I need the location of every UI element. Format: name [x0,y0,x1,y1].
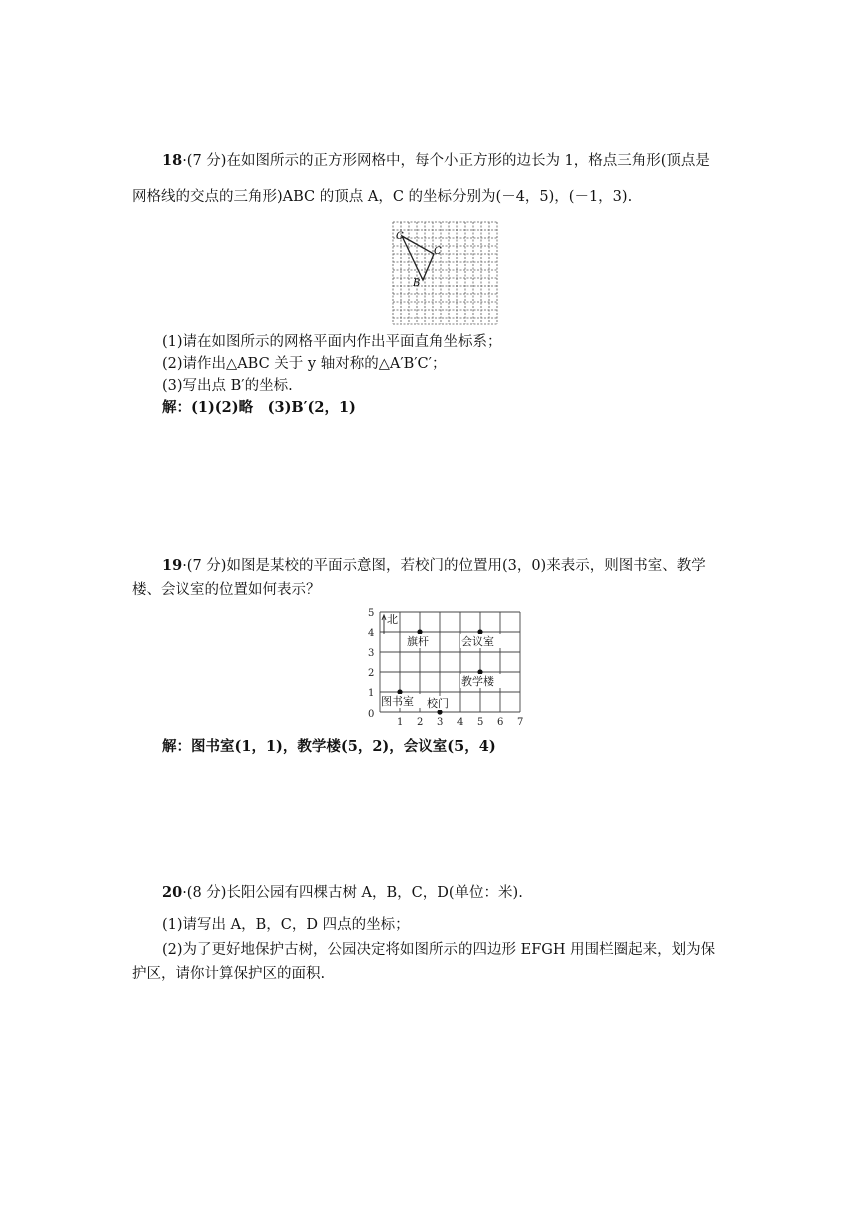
label-flagpole: 旗杆 [407,635,429,648]
point-meeting-room [477,629,482,634]
label-school-gate: 校门 [427,697,449,710]
q18-line1: 18·(7 分)在如图所示的正方形网格中，每个小正方形的边长为 1，格点三角形(顶点是 [162,152,710,169]
x-tick: 7 [517,717,524,728]
q18-number: 18 [162,152,183,169]
q20-sub2: (2)为了更好地保护古树，公园决定将如图所示的四边形 EFGH 用围栏圈起来，划为保 [162,942,716,958]
q19-number: 19 [162,557,183,574]
q19-line2: 楼、会议室的位置如何表示？ [132,582,321,598]
label-library: 图书室 [381,695,414,708]
x-tick: 1 [397,717,404,728]
label-b: B [413,278,421,289]
q18-grid [393,222,497,324]
triangle-abc [402,236,434,280]
q18-solution: 解：(1)(2)略 (3)B′(2，1) [162,399,356,416]
y-tick: 1 [368,688,375,699]
q20-sub2-cont: 护区，请你计算保护区的面积. [132,966,326,982]
y-tick: 3 [368,648,375,659]
x-tick: 5 [477,717,484,728]
q20-line1: 20·(8 分)长阳公园有四棵古树 A，B，C，D(单位：米). [162,884,523,901]
q20-number: 20 [162,884,183,901]
q19-solution: 解：图书室(1，1)，教学楼(5，2)，会议室(5，4) [162,738,496,755]
q20-sub1: (1)请写出 A，B，C，D 四点的坐标； [162,917,410,933]
q18-sub3: (3)写出点 B′的坐标. [162,378,293,394]
q18-grid-figure [390,220,500,328]
label-c-right: C [434,246,442,257]
label-teaching-building: 教学楼 [461,675,494,688]
point-flagpole [417,629,422,634]
label-c-upper: C [396,231,404,242]
point-library [397,689,402,694]
q19-line1: 19·(7 分)如图是某校的平面示意图，若校门的位置用(3，0)来表示，则图书室、教学 [162,557,706,574]
q18-line2: 网格线的交点的三角形)ABC 的顶点 A，C 的坐标分别为(－4，5)，(－1，3). [132,189,633,205]
y-tick: 2 [368,668,375,679]
y-tick: 4 [368,628,375,639]
x-tick: 2 [417,717,424,728]
x-tick: 3 [437,717,444,728]
x-tick: 4 [457,717,464,728]
north-arrow [382,613,398,634]
x-ticks [397,717,523,728]
point-school-gate [437,709,442,714]
y-ticks [368,608,374,720]
x-tick: 6 [497,717,504,728]
origin-tick: 0 [368,709,375,720]
label-meeting-room: 会议室 [461,635,494,648]
q18-sub1: (1)请在如图所示的网格平面内作出平面直角坐标系； [162,334,502,350]
q19-map-figure [362,604,534,730]
y-tick: 5 [368,608,375,619]
point-teaching-building [477,669,482,674]
q18-sub2: (2)请作出△ABC 关于 y 轴对称的△A′B′C′； [162,356,447,372]
north-label: 北 [387,613,398,626]
